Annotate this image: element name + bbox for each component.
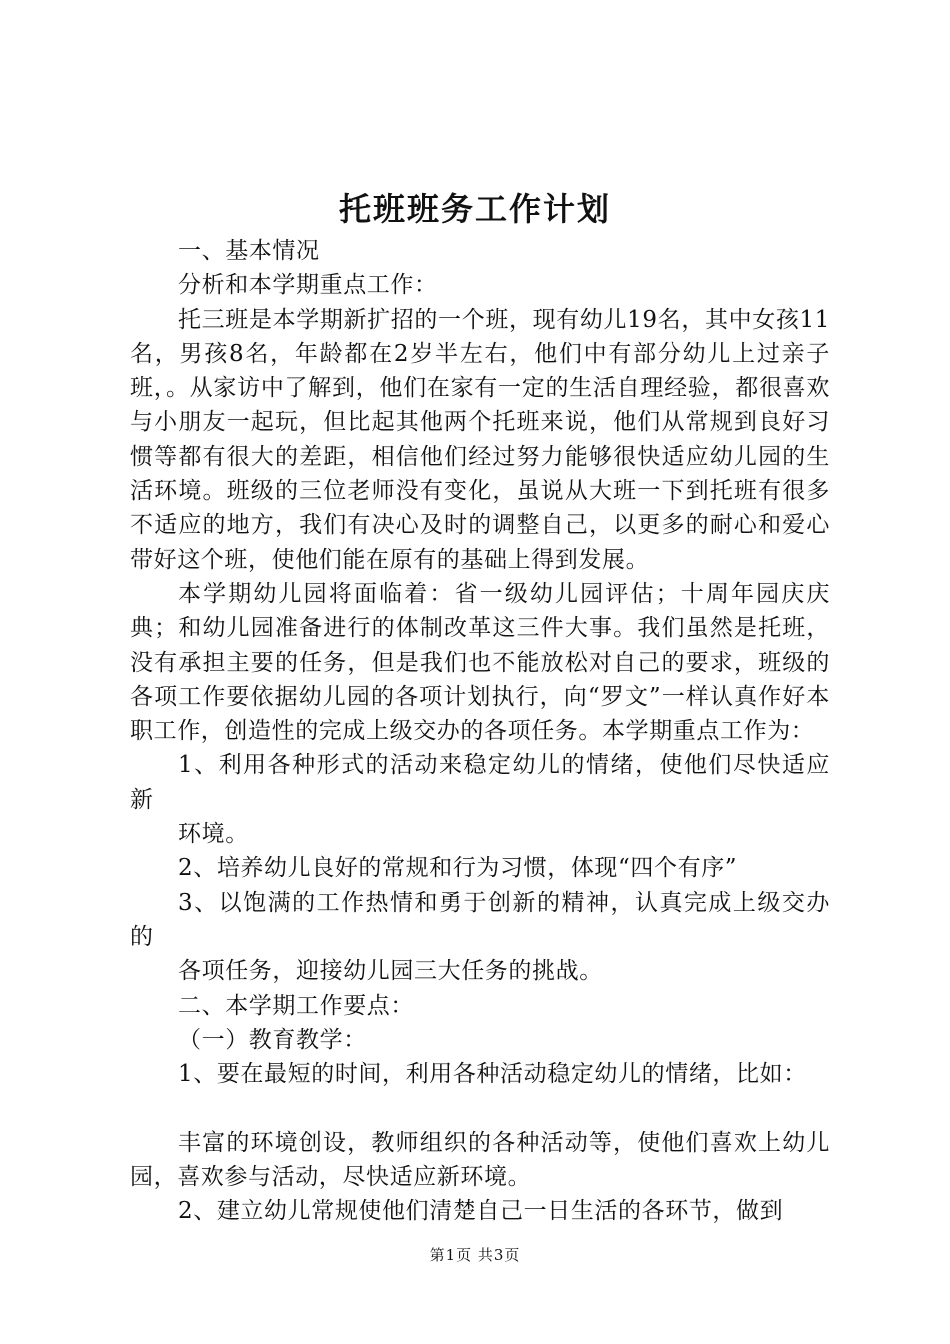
paragraph: 1、要在最短的时间，利用各种活动稳定幼儿的情绪，比如：	[178, 1061, 807, 1088]
paragraph: 托三班是本学期新扩招的一个班，现有幼儿19名，其中女孩11名，男孩8名，年龄都在2岁半左右，他们中有部分幼儿上过亲子班，。从家访中了解到，他们在家有一定的生活自理经验，都很喜欢与小朋友一起玩，但比起其他两个托班来说，他们从常规到良好习惯等都有很大的差距，相信他们经过努力能够很快适应幼儿园的生活环境。班级的三位老师没有变化，虽说从大班一下到托班有很多不适应的地方，我们有决心及时的调整自己，以更多的耐心和爱心带好这个班，使他们能在原有的基础上得到发展。	[130, 306, 830, 573]
document-body	[130, 234, 830, 1229]
paragraph: 2、建立幼儿常规使他们清楚自己一日生活的各环节，做到	[178, 1198, 784, 1225]
paragraph: 1、利用各种形式的活动来稳定幼儿的情绪，使他们尽快适应新	[130, 752, 830, 813]
page-footer: 第1页 共3页	[429, 1246, 521, 1264]
section-heading: 二、本学期工作要点：	[178, 992, 414, 1019]
paragraph: 本学期幼儿园将面临着：省一级幼儿园评估；十周年园庆庆典；和幼儿园准备进行的体制改革这三件大事。我们虽然是托班，没有承担主要的任务，但是我们也不能放松对自己的要求，班级的各项工作要依据幼儿园的各项计划执行，向“罗文”一样认真作好本职工作，创造性的完成上级交办的各项任务。本学期重点工作为：	[130, 580, 830, 745]
paragraph: 分析和本学期重点工作：	[178, 272, 438, 299]
blank-line	[130, 1091, 830, 1125]
paragraph-continuation: 环境。	[178, 821, 249, 848]
subsection-heading: （一）教育教学：	[178, 1026, 367, 1053]
paragraph: 3、以饱满的工作热情和勇于创新的精神，认真完成上级交办的	[130, 889, 830, 950]
paragraph: 一、基本情况	[178, 238, 320, 264]
paragraph: 2、培养幼儿良好的常规和行为习惯，体现“四个有序”	[178, 855, 738, 882]
paragraph-continuation: 各项任务，迎接幼儿园三大任务的挑战。	[178, 958, 603, 985]
document-title: 托班班务工作计划	[338, 190, 611, 228]
paragraph: 丰富的环境创设，教师组织的各种活动等，使他们喜欢上幼儿园，喜欢参与活动，尽快适应新环境。	[130, 1129, 830, 1191]
